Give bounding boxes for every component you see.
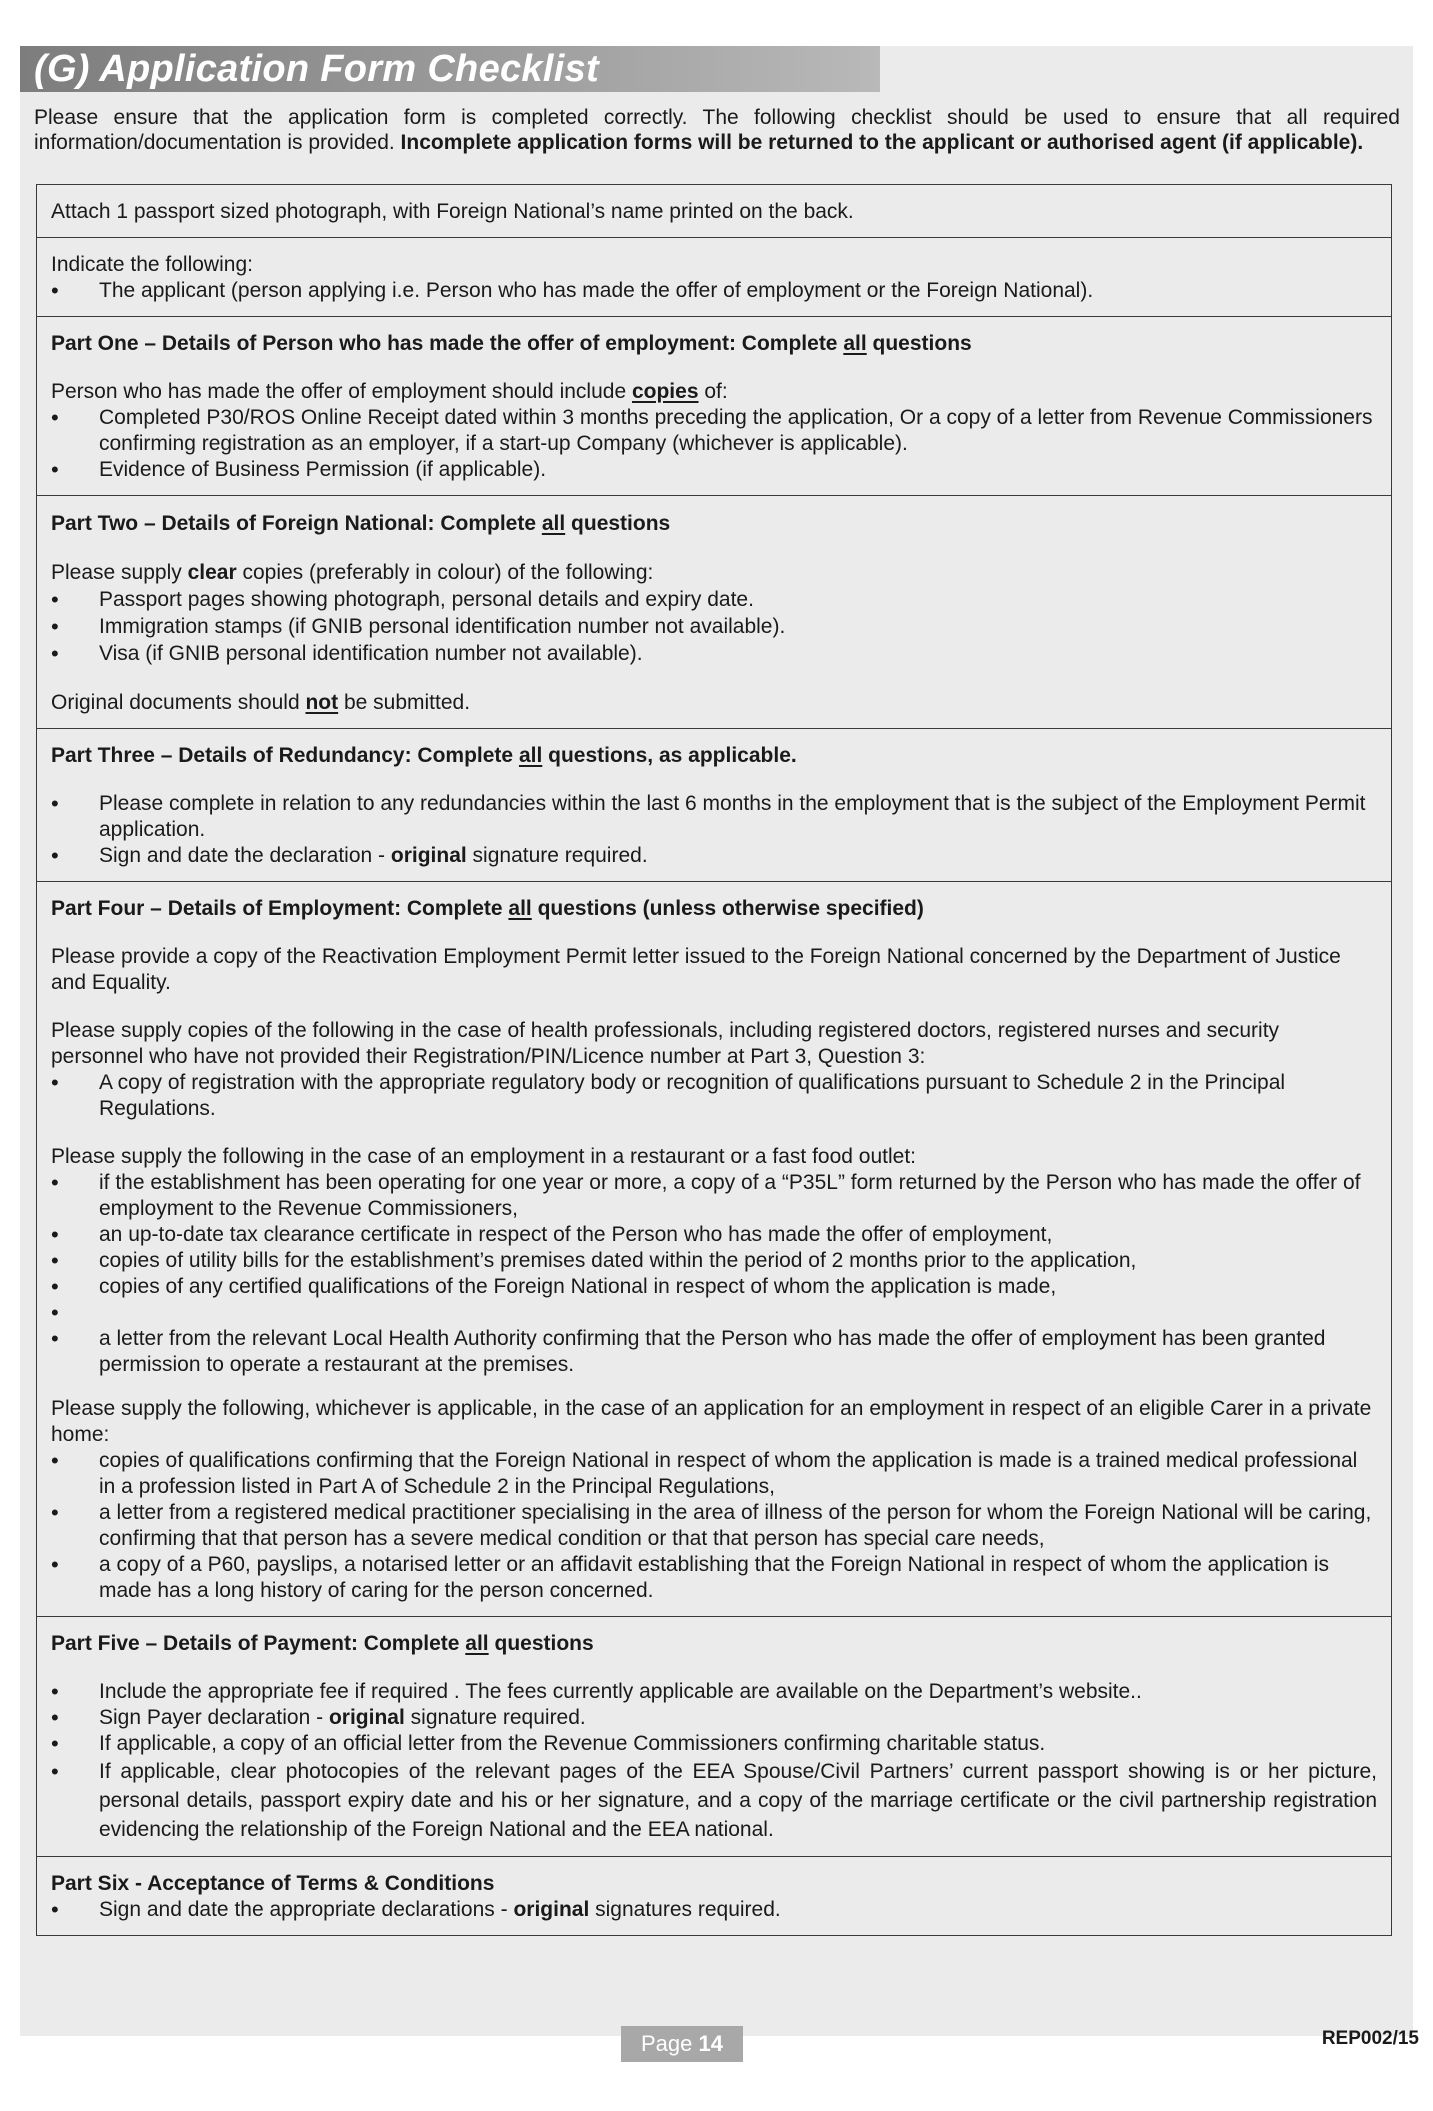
list-item: • Sign Payer declaration - original signature required. [51, 1705, 1377, 1731]
list-item: • If applicable, clear photocopies of the relevant pages of the EEA Spouse/Civil Partners’ current passport showing is or her picture, personal details, passport expiry date and his or her signature, and a copy of the marriage certificate or the civil partnership registration evidencing the relationship of the Foreign National and the EEA national. [51, 1757, 1377, 1844]
part-five-heading: Part Five – Details of Payment: Complete all questions [51, 1632, 594, 1655]
list-item: • A copy of registration with the appropriate regulatory body or recognition of qualifications pursuant to Schedule 2 in the Principal Regulations. [51, 1070, 1377, 1122]
list-item-empty [51, 1300, 1377, 1326]
list-item: • a copy of a P60, payslips, a notarised letter or an affidavit establishing that the Foreign National in respect of whom the application is made has a long history of caring for the person concerned. [51, 1552, 1377, 1604]
part-six-heading: Part Six - Acceptance of Terms & Conditions [51, 1872, 495, 1895]
list-item: • an up-to-date tax clearance certificate in respect of the Person who has made the offer of employment, [51, 1222, 1377, 1248]
list-item: • Sign and date the declaration - original signature required. [51, 843, 1377, 869]
intro-warning: Incomplete application forms will be returned to the applicant or authorised agent (if applicable). [400, 130, 1364, 154]
list-item: • copies of qualifications confirming that the Foreign National in respect of whom the application is made is a trained medical professional in a profession listed in Part A of Schedule 2 in the Principal Regulations, [51, 1448, 1377, 1500]
part-four-para-health: Please supply copies of the following in the case of health professionals, including registered doctors, registered nurses and security personnel who have not provided their Registration/PIN/Licence number at Part 3, Question 3: [51, 1019, 1280, 1068]
checklist-table [36, 184, 1392, 1936]
part-two-heading: Part Two – Details of Foreign National: Complete all questions [51, 512, 671, 535]
page-title: (G) Application Form Checklist [34, 48, 599, 90]
intro-text: Please ensure that the application form is completed correctly. The following checklist should be used to ensure that all required information/documentation is provided. [34, 106, 1400, 154]
section-part-four [37, 881, 1391, 1616]
list-item: • Passport pages showing photograph, personal details and expiry date. [51, 586, 1377, 613]
page-number: 14 [698, 2031, 723, 2056]
part-three-heading: Part Three – Details of Redundancy: Complete all questions, as applicable. [51, 744, 797, 767]
part-three-list [51, 791, 1377, 869]
part-six-list [51, 1897, 1377, 1923]
part-one-intro: Person who has made the offer of employment should include copies of: [51, 380, 728, 403]
indicate-list [51, 278, 1377, 304]
part-five-list [51, 1679, 1377, 1844]
part-four-para-permit: Please provide a copy of the Reactivation Employment Permit letter issued to the Foreign National concerned by the Department of Justice and Equality. [51, 945, 1341, 994]
list-item: • Visa (if GNIB personal identification number not available). [51, 640, 1377, 667]
list-item: • if the establishment has been operating for one year or more, a copy of a “P35L” form returned by the Person who has made the offer of employment to the Revenue Commissioners, [51, 1170, 1377, 1222]
list-item: • Completed P30/ROS Online Receipt dated within 3 months preceding the application, Or a copy of a letter from Revenue Commissioners confirming registration as an employer, if a start-up Company (whichever is applicable). [51, 405, 1377, 457]
part-one-list [51, 405, 1377, 483]
page-label: Page [641, 2031, 699, 2056]
part-four-list-health [51, 1070, 1377, 1122]
section-part-three [37, 728, 1391, 881]
section-part-six [37, 1856, 1391, 1935]
intro-paragraph [34, 106, 1400, 155]
list-item: • Sign and date the appropriate declarations - original signatures required. [51, 1897, 1377, 1923]
section-indicate [37, 237, 1391, 316]
list-item: • copies of utility bills for the establishment’s premises dated within the period of 2 months prior to the application, [51, 1248, 1377, 1274]
list-item: • Immigration stamps (if GNIB personal identification number not available). [51, 613, 1377, 640]
photo-text: Attach 1 passport sized photograph, with Foreign National’s name printed on the back. [51, 200, 854, 223]
part-four-list-restaurant [51, 1170, 1377, 1378]
section-part-two [37, 495, 1391, 728]
list-item: • copies of any certified qualifications of the Foreign National in respect of whom the application is made, [51, 1274, 1377, 1300]
part-four-heading: Part Four – Details of Employment: Complete all questions (unless otherwise specified) [51, 897, 924, 920]
section-part-five [37, 1616, 1391, 1856]
part-two-intro: Please supply clear copies (preferably in colour) of the following: [51, 561, 654, 584]
document-reference: REP002/15 [1321, 2028, 1419, 2049]
part-two-note: Original documents should not be submitted. [51, 691, 471, 714]
part-four-para-carer: Please supply the following, whichever is applicable, in the case of an application for an employment in respect of an eligible Carer in a private home: [51, 1397, 1372, 1446]
part-one-heading: Part One – Details of Person who has made the offer of employment: Complete all questions [51, 332, 972, 355]
indicate-text: Indicate the following: [51, 253, 253, 276]
section-part-one [37, 316, 1391, 495]
list-item: • a letter from the relevant Local Health Authority confirming that the Person who has made the offer of employment has been granted permission to operate a restaurant at the premises. [51, 1326, 1377, 1378]
list-item: • If applicable, a copy of an official letter from the Revenue Commissioners confirming charitable status. [51, 1731, 1377, 1757]
page-number-badge [621, 2026, 743, 2062]
part-four-para-restaurant: Please supply the following in the case of an employment in a restaurant or a fast food outlet: [51, 1145, 917, 1168]
section-photo [37, 185, 1391, 237]
section-title-bar [20, 46, 880, 92]
list-item: • Please complete in relation to any redundancies within the last 6 months in the employment that is the subject of the Employment Permit application. [51, 791, 1377, 843]
list-item: • Include the appropriate fee if required . The fees currently applicable are available on the Department’s website.. [51, 1679, 1377, 1705]
list-item: • a letter from a registered medical practitioner specialising in the area of illness of the person for whom the Foreign National will be caring, confirming that that person has a severe medical condition or that that person has special care needs, [51, 1500, 1377, 1552]
part-four-list-carer [51, 1448, 1377, 1604]
list-item: • Evidence of Business Permission (if applicable). [51, 457, 1377, 483]
list-item: • The applicant (person applying i.e. Person who has made the offer of employment or the Foreign National). [51, 278, 1377, 304]
part-two-list [51, 586, 1377, 667]
